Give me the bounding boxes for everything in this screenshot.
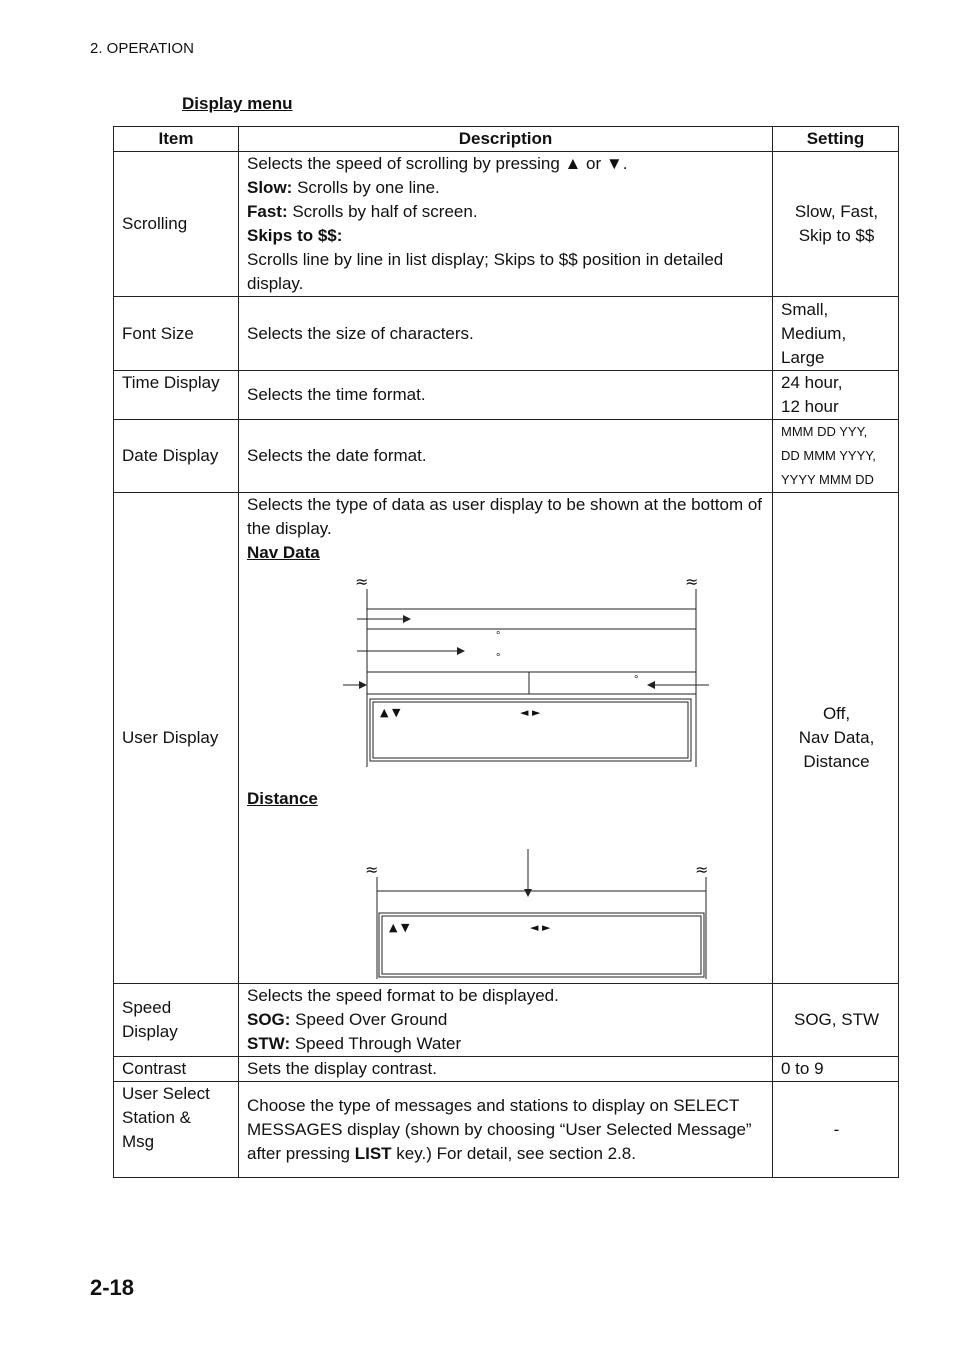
left-right-arrows-icon: ◄ ►	[520, 706, 541, 719]
arrow-head	[524, 889, 532, 897]
item-line: User Select	[122, 1084, 210, 1103]
row-setting-scrolling	[773, 152, 899, 297]
description-intro: Selects the type of data as user display to be shown at the bottom of the display.	[247, 495, 763, 538]
option-text: Speed Over Ground	[290, 1010, 448, 1029]
degree-mark: °	[496, 652, 501, 664]
nav-data-diagram	[247, 565, 767, 787]
section-header: 2. OPERATION	[90, 40, 194, 57]
arrow-head	[403, 615, 411, 623]
row-setting-contrast: 0 to 9	[773, 1057, 899, 1082]
description-fast	[247, 200, 766, 224]
wave-break-icon: ≈	[685, 572, 699, 591]
row-description-speed-display	[239, 984, 773, 1057]
row-item-time-display: Time Display	[114, 371, 239, 420]
arrow-head	[457, 647, 465, 655]
description-text: key.) For detail, see section 2.8.	[391, 1143, 636, 1163]
arrow-head	[359, 681, 367, 689]
list-key-label: LIST	[354, 1143, 392, 1163]
menu-title: Display menu	[182, 94, 293, 113]
row-description-font-size: Selects the size of characters.	[239, 297, 773, 371]
up-down-arrows-icon: ▲ ▼	[380, 706, 401, 719]
setting-line: Slow, Fast,	[794, 202, 879, 221]
setting-line: 24 hour,	[781, 373, 843, 392]
row-setting-time-display	[773, 371, 899, 420]
setting-line: Nav Data,	[798, 728, 875, 747]
setting-line: MMM DD YYY,	[781, 424, 868, 439]
description-skips-text: Scrolls line by line in list display; Skips to $$ position in detailed display.	[247, 250, 724, 293]
table-row	[114, 1082, 899, 1178]
row-item-user-display: User Display	[114, 493, 239, 984]
distance-label: Distance	[247, 789, 318, 808]
option-text: Speed Through Water	[290, 1034, 462, 1053]
row-item-user-select	[114, 1082, 239, 1178]
row-setting-font-size	[773, 297, 899, 371]
row-item-date-display: Date Display	[114, 420, 239, 493]
table-row	[114, 371, 899, 420]
row-item-font-size: Font Size	[114, 297, 239, 371]
description-intro: Selects the speed of scrolling by pressing ▲ or ▼.	[247, 154, 628, 173]
wave-break-icon: ≈	[355, 572, 369, 591]
page-number: 2-18	[90, 1275, 135, 1300]
row-description-user-select	[239, 1082, 773, 1178]
row-description-date-display: Selects the date format.	[239, 420, 773, 493]
column-header-item: Item	[114, 127, 239, 152]
up-down-arrows-icon: ▲ ▼	[389, 921, 410, 934]
option-label: STW:	[247, 1034, 291, 1053]
option-text: Scrolls by half of screen.	[287, 202, 478, 221]
table-row	[114, 984, 899, 1057]
setting-line: 12 hour	[781, 397, 839, 416]
row-description-user-display	[239, 493, 773, 984]
row-description-contrast: Sets the display contrast.	[239, 1057, 773, 1082]
option-label: Slow:	[247, 178, 293, 197]
description-sog	[247, 1008, 766, 1032]
row-setting-user-select: -	[773, 1082, 899, 1178]
option-text: Scrolls by one line.	[292, 178, 440, 197]
left-right-arrows-icon: ◄ ►	[530, 921, 551, 934]
row-description-time-display: Selects the time format.	[239, 371, 773, 420]
setting-line: Large	[781, 347, 825, 367]
row-item-contrast: Contrast	[114, 1057, 239, 1082]
nav-data-label: Nav Data	[247, 543, 320, 562]
setting-line: DD MMM YYYY,	[781, 448, 876, 463]
table-row	[114, 420, 899, 493]
wave-break-icon: ≈	[365, 860, 379, 879]
display-menu-table	[113, 126, 899, 1178]
row-setting-user-display	[773, 493, 899, 984]
description-slow	[247, 176, 766, 200]
distance-diagram	[247, 811, 767, 983]
description-skips-label: Skips to $$:	[247, 226, 343, 245]
row-item-speed-display	[114, 984, 239, 1057]
item-line: Speed	[122, 998, 172, 1017]
setting-line: YYYY MMM DD	[781, 472, 874, 487]
description-intro: Selects the speed format to be displayed.	[247, 986, 559, 1005]
item-line: Display	[122, 1022, 178, 1041]
table-row	[114, 297, 899, 371]
table-row	[114, 493, 899, 984]
table-row	[114, 1057, 899, 1082]
item-line: Station &	[122, 1108, 191, 1127]
description-text: Choose the type of messages and stations to display on SELECT MESSAGES display (shown by choosing “User Selected Message” after pressing	[247, 1095, 752, 1163]
degree-mark: °	[496, 630, 501, 642]
arrow-head	[647, 681, 655, 689]
column-header-description: Description	[239, 127, 773, 152]
option-label: SOG:	[247, 1010, 291, 1029]
row-item-scrolling: Scrolling	[114, 152, 239, 297]
row-description-scrolling	[239, 152, 773, 297]
wave-break-icon: ≈	[695, 860, 709, 879]
row-setting-speed-display: SOG, STW	[773, 984, 899, 1057]
description-stw	[247, 1032, 766, 1056]
row-setting-date-display	[773, 420, 899, 493]
degree-mark: °	[634, 674, 639, 686]
table-header-row	[114, 127, 899, 152]
setting-line: Medium,	[781, 323, 847, 343]
column-header-setting: Setting	[773, 127, 899, 152]
table-row	[114, 152, 899, 297]
setting-line: Off,	[822, 704, 851, 723]
setting-line: Distance	[803, 752, 870, 771]
setting-line: Skip to $$	[798, 226, 875, 245]
item-line: Msg	[122, 1132, 155, 1151]
option-label: Fast:	[247, 202, 288, 221]
setting-line: Small,	[781, 299, 829, 319]
